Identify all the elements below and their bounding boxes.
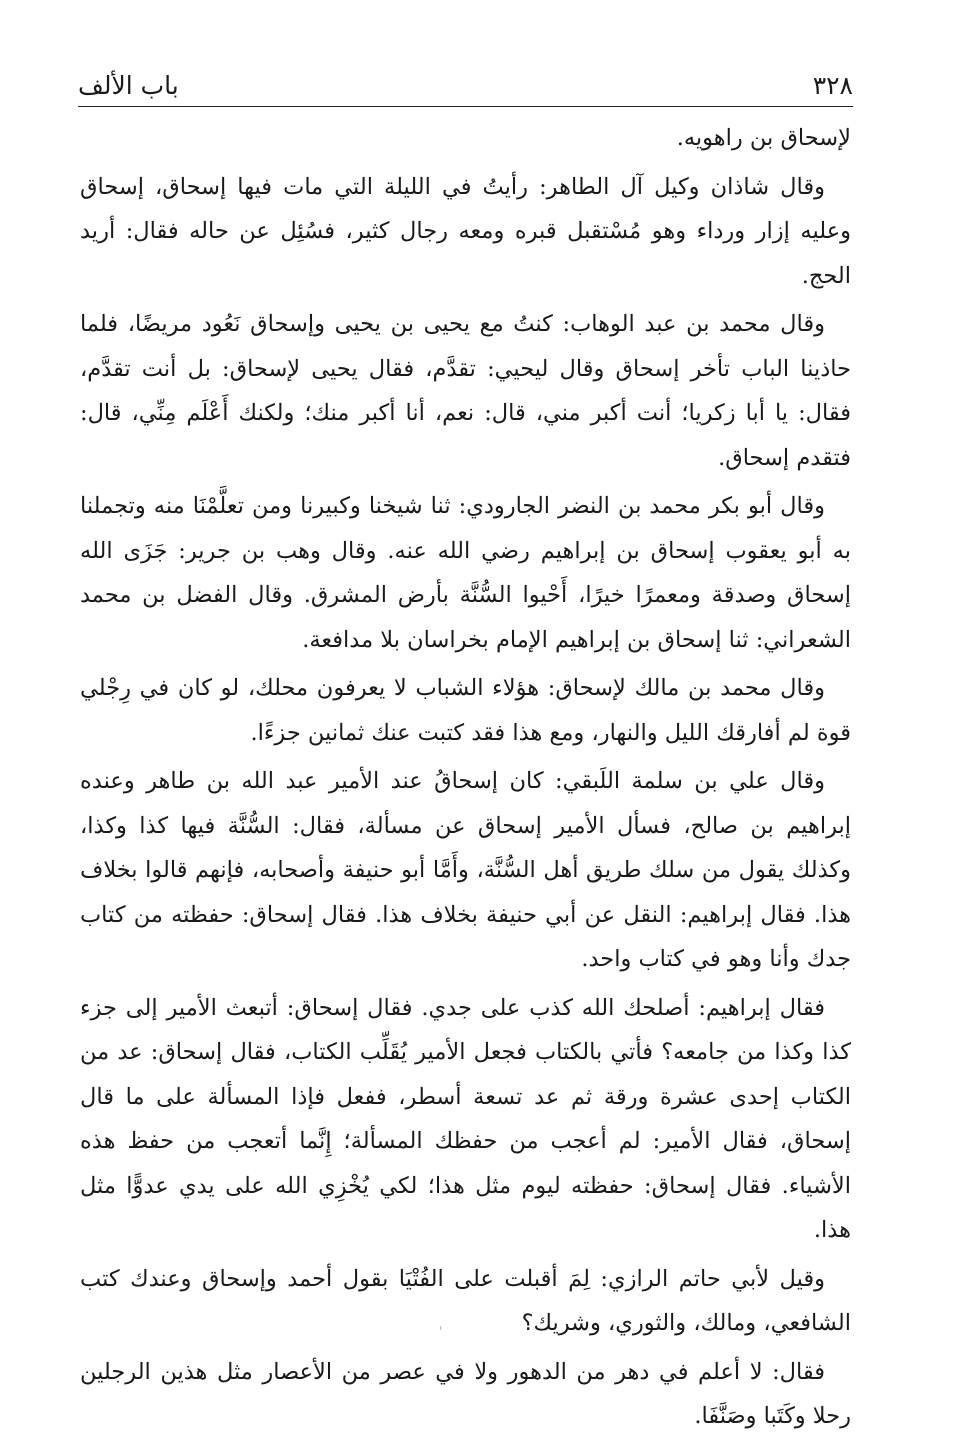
paragraph: فقال: لا أعلم في دهر من الدهور ولا في عصر من الأعصار مثل هذين الرجلين رحلا وكَتَبا وصَنَّفَا. (80, 1358, 851, 1429)
paragraph: وقال أبو بكر محمد بن النضر الجارودي: ثنا شيخنا وكبيرنا ومن تعلَّمْنَا منه وتجملنا به أبو يعقوب إسحاق بن إبراهيم رضي الله عنه. وقال وهب بن جرير: جَزَى الله إسحاق وصدقة ومعمرًا خيرًا، أَحْيوا السُّنَّة بأرض المشرق. وقال الفضل بن محمد الشعراني: ثنا إسحاق بن إبراهيم الإمام بخراسان بلا مدافعة. (80, 493, 851, 653)
paragraph: وقال علي بن سلمة اللَبقي: كان إسحاقُ عند الأمير عبد الله بن طاهر وعنده إبراهيم بن صالح، فسأل الأمير إسحاق عن مسألة، فقال: السُّنَّة فيها كذا وكذا، وكذلك يقول من سلك طريق أهل السُّنَّة، وأَمَّا أبو حنيفة وأصحابه، فإنهم قالوا بخلاف هذا. فقال إبراهيم: النقل عن أبي حنيفة بخلاف هذا. فقال إسحاق: حفظته من كتاب جدك وأنا وهو في كتاب واحد. (80, 768, 851, 972)
paragraph: وقال محمد بن عبد الوهاب: كنتُ مع يحيى بن يحيى وإسحاق نَعُود مريضًا، فلما حاذينا الباب تأخر إسحاق وقال ليحيي: تقدَّم، فقال يحيى لإسحاق: بل أنت تقدَّم، فقال: يا أبا زكريا؛ أنت أكبر مني، قال: نعم، أنا أكبر منك؛ ولكنك أَعْلَم مِنِّي، قال: فتقدم إسحاق. (80, 311, 851, 471)
paragraph: وقال شاذان وكيل آل الطاهر: رأيتُ في الليلة التي مات فيها إسحاق، إسحاق وعليه إزار ورداء وهو مُسْتقبل قبره ومعه رجال كثير، فسُئِل عن حاله فقال: أريد الحج. (80, 173, 851, 289)
running-header (78, 58, 853, 98)
paragraph: وقيل لأبي حاتم الرازي: لِمَ أقبلت على الفُتْيَا بقول أحمد وإسحاق وعندك كتب الشافعي، ومالك، والثوري، وشريك؟ (80, 1265, 851, 1336)
paragraph-continuation: لإسحاق بن راهويه. (676, 125, 851, 151)
body-text (80, 116, 851, 1443)
header-divider (78, 106, 853, 107)
chapter-title: باب الألف (78, 71, 179, 100)
page-number: ٣٢٨ (812, 71, 853, 100)
paragraph: فقال إبراهيم: أصلحك الله كذب على جدي. فقال إسحاق: أتبعث الأمير إلى جزء كذا وكذا من جامعه؟ فأتي بالكتاب فجعل الأمير يُقَلِّب الكتاب، فقال إسحاق: عد من الكتاب إحدى عشرة ورقة ثم عد تسعة أسطر، ففعل فإذا المسألة على ما قال إسحاق، فقال الأمير: لم أعجب من حفظك المسألة؛ إِنَّما أتعجب من حفظ هذه الأشياء. فقال إسحاق: حفظته ليوم مثل هذا؛ لكي يُخْزِي الله على يدي عدوًّا مثل هذا. (80, 994, 851, 1243)
scan-mark (440, 1326, 441, 1330)
paragraph: وقال محمد بن مالك لإسحاق: هؤلاء الشباب لا يعرفون محلك، لو كان في رِجْلي قوة لم أفارقك الليل والنهار، ومع هذا فقد كتبت عنك ثمانين جزءًا. (80, 675, 851, 746)
